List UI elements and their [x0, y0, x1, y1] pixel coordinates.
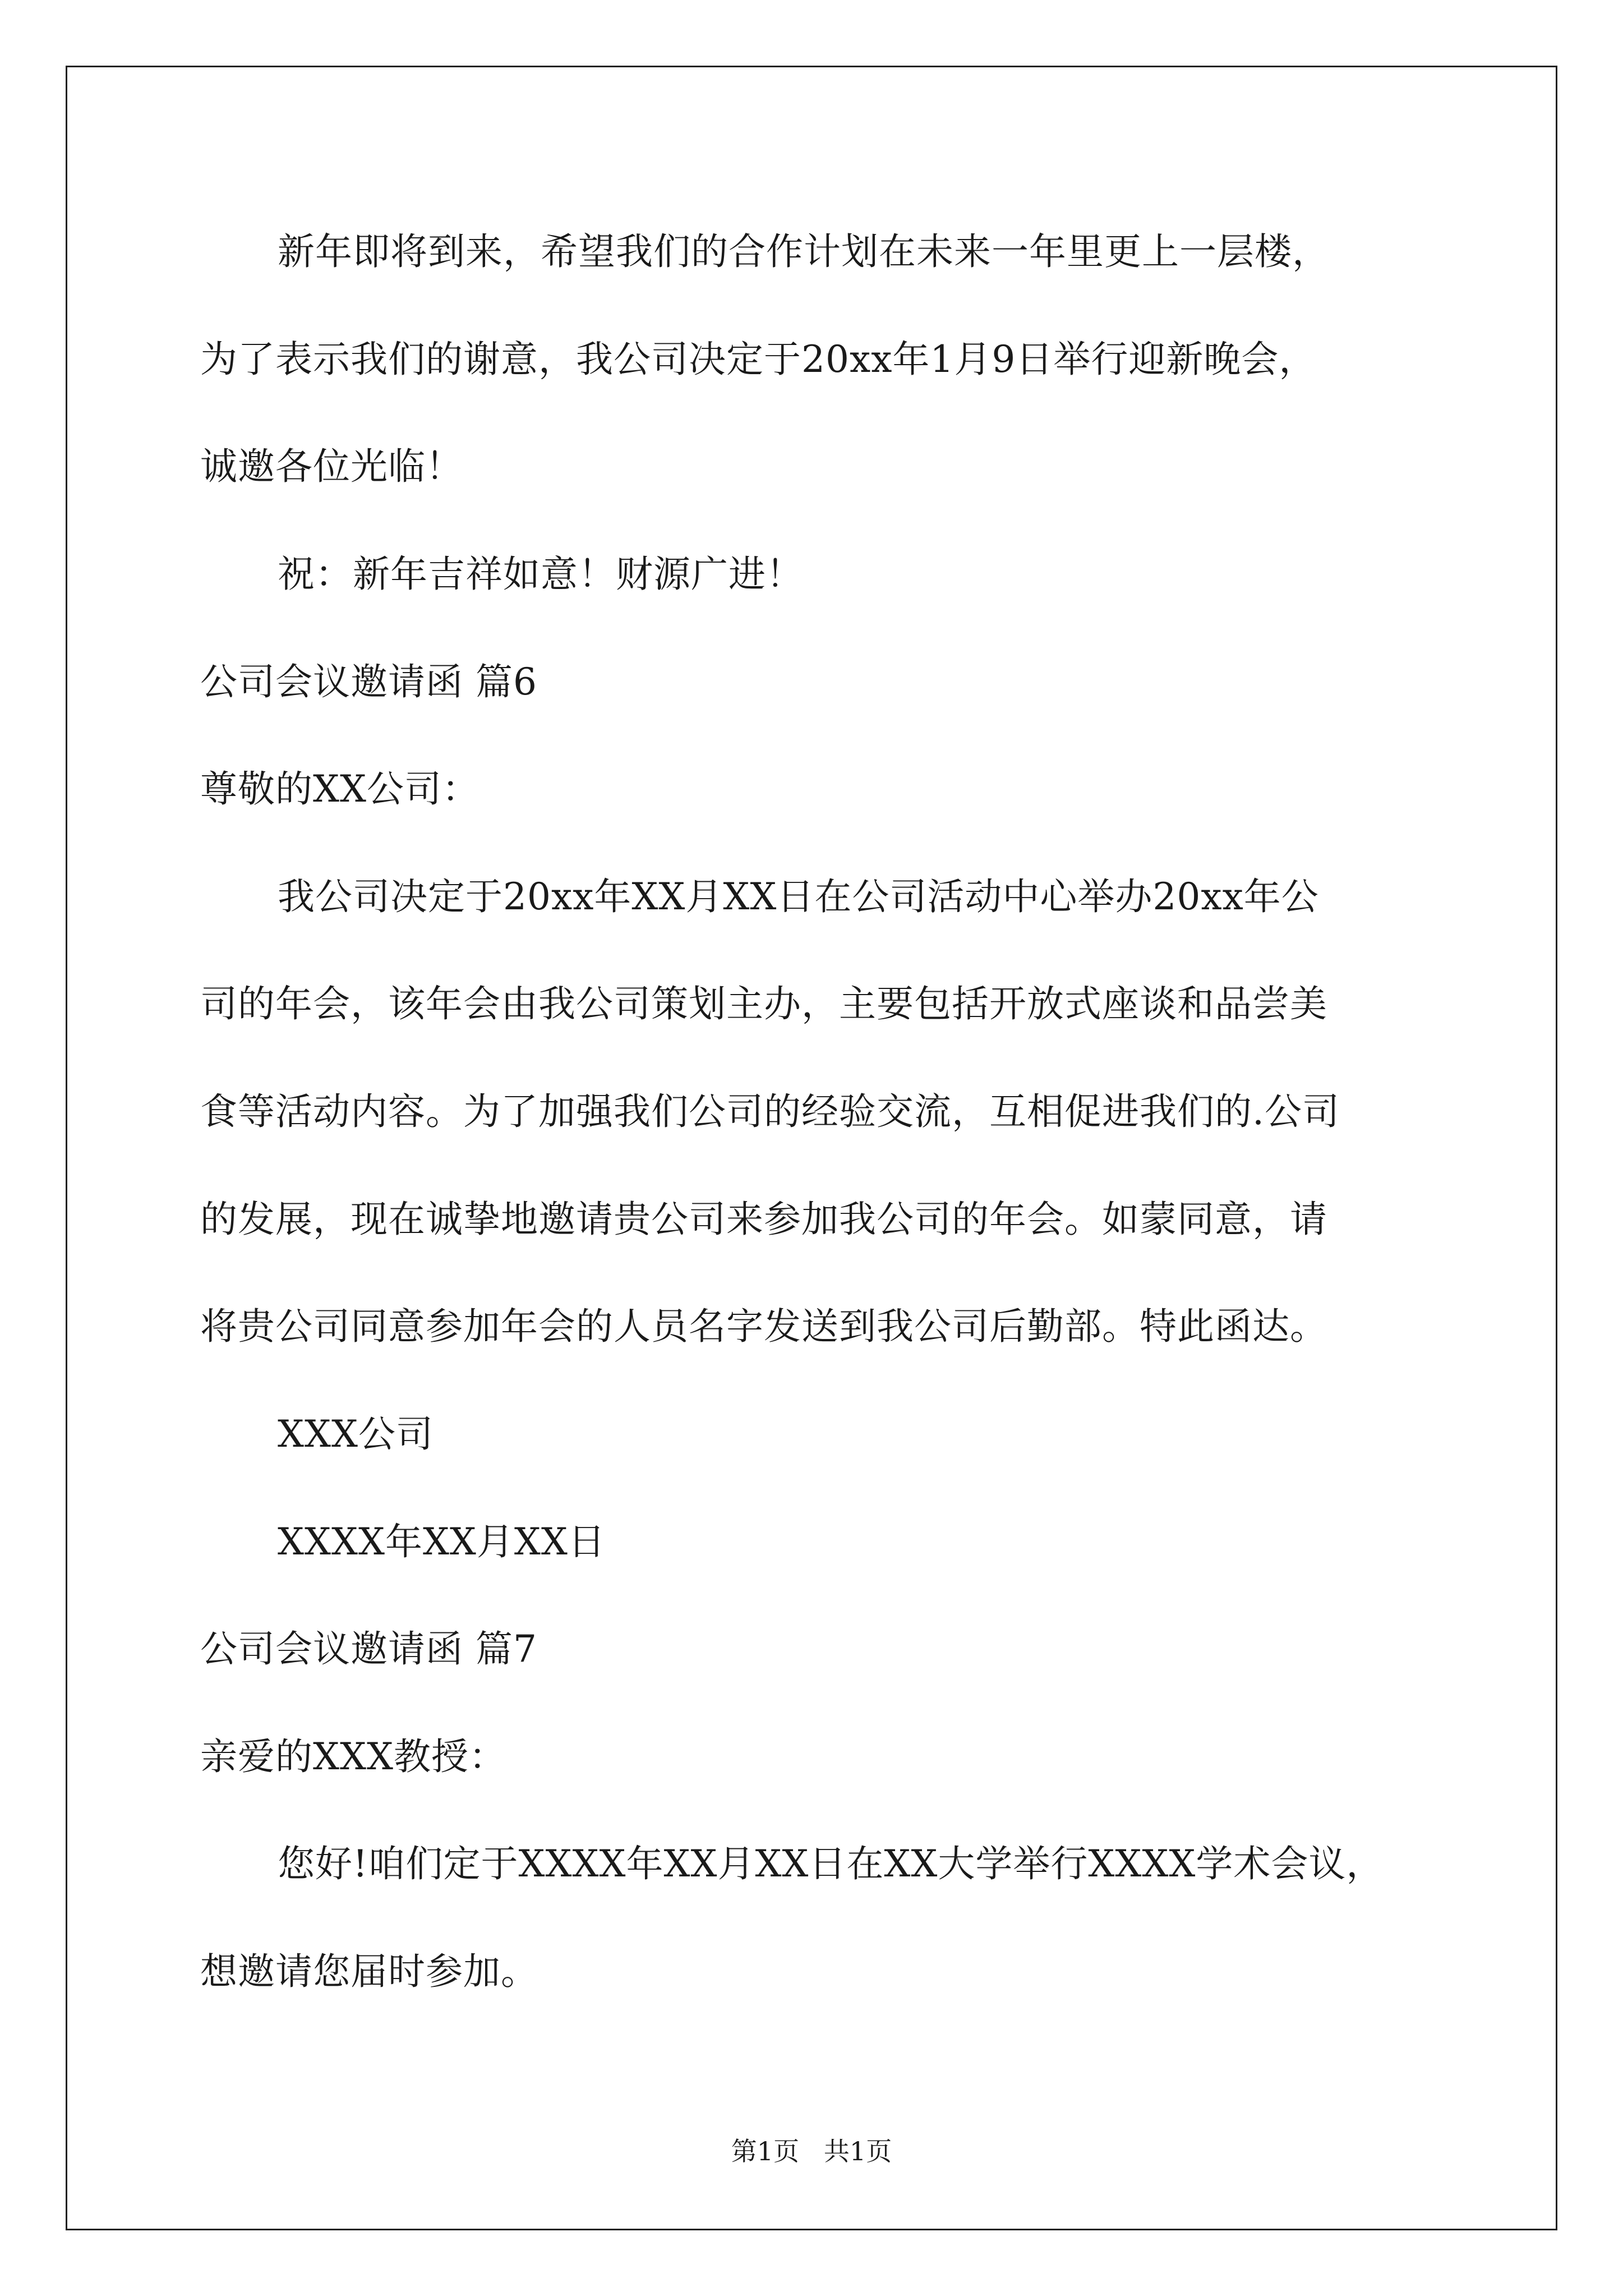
- paragraph-line: 食等活动内容。为了加强我们公司的经验交流，互相促进我们的.公司: [200, 1090, 1340, 1133]
- paragraph-line: 司的年会，该年会由我公司策划主办，主要包括开放式座谈和品尝美: [200, 982, 1327, 1025]
- paragraph-line: 为了表示我们的谢意，我公司决定于20xx年1月9日举行迎新晚会，: [200, 338, 1317, 381]
- section-heading: 公司会议邀请函 篇6: [200, 660, 537, 703]
- page-border: [66, 66, 1557, 2230]
- salutation: 亲爱的XXX教授：: [200, 1735, 506, 1778]
- salutation: 尊敬的XX公司：: [200, 767, 479, 811]
- paragraph-line: 您好!咱们定于XXXX年XX月XX日在XX大学举行XXXX学术会议，: [278, 1842, 1384, 1885]
- signature-company: XXX公司: [278, 1412, 434, 1456]
- signature-date: XXXX年XX月XX日: [278, 1520, 606, 1563]
- paragraph-line: 我公司决定于20xx年XX月XX日在公司活动中心举办20xx年公: [278, 875, 1319, 918]
- paragraph-line: 将贵公司同意参加年会的人员名字发送到我公司后勤部。特此函达。: [200, 1305, 1327, 1348]
- blessing-line: 祝：新年吉祥如意！财源广进！: [278, 553, 804, 596]
- section-heading: 公司会议邀请函 篇7: [200, 1627, 537, 1671]
- paragraph-line: 新年即将到来，希望我们的合作计划在未来一年里更上一层楼，: [278, 230, 1330, 273]
- paragraph-line: 诚邀各位光临！: [200, 445, 463, 488]
- page-number-footer: 第1页 共1页: [731, 2136, 892, 2166]
- paragraph-line: 想邀请您届时参加。: [200, 1950, 538, 1993]
- paragraph-line: 的发展，现在诚挚地邀请贵公司来参加我公司的年会。如蒙同意，请: [200, 1198, 1327, 1241]
